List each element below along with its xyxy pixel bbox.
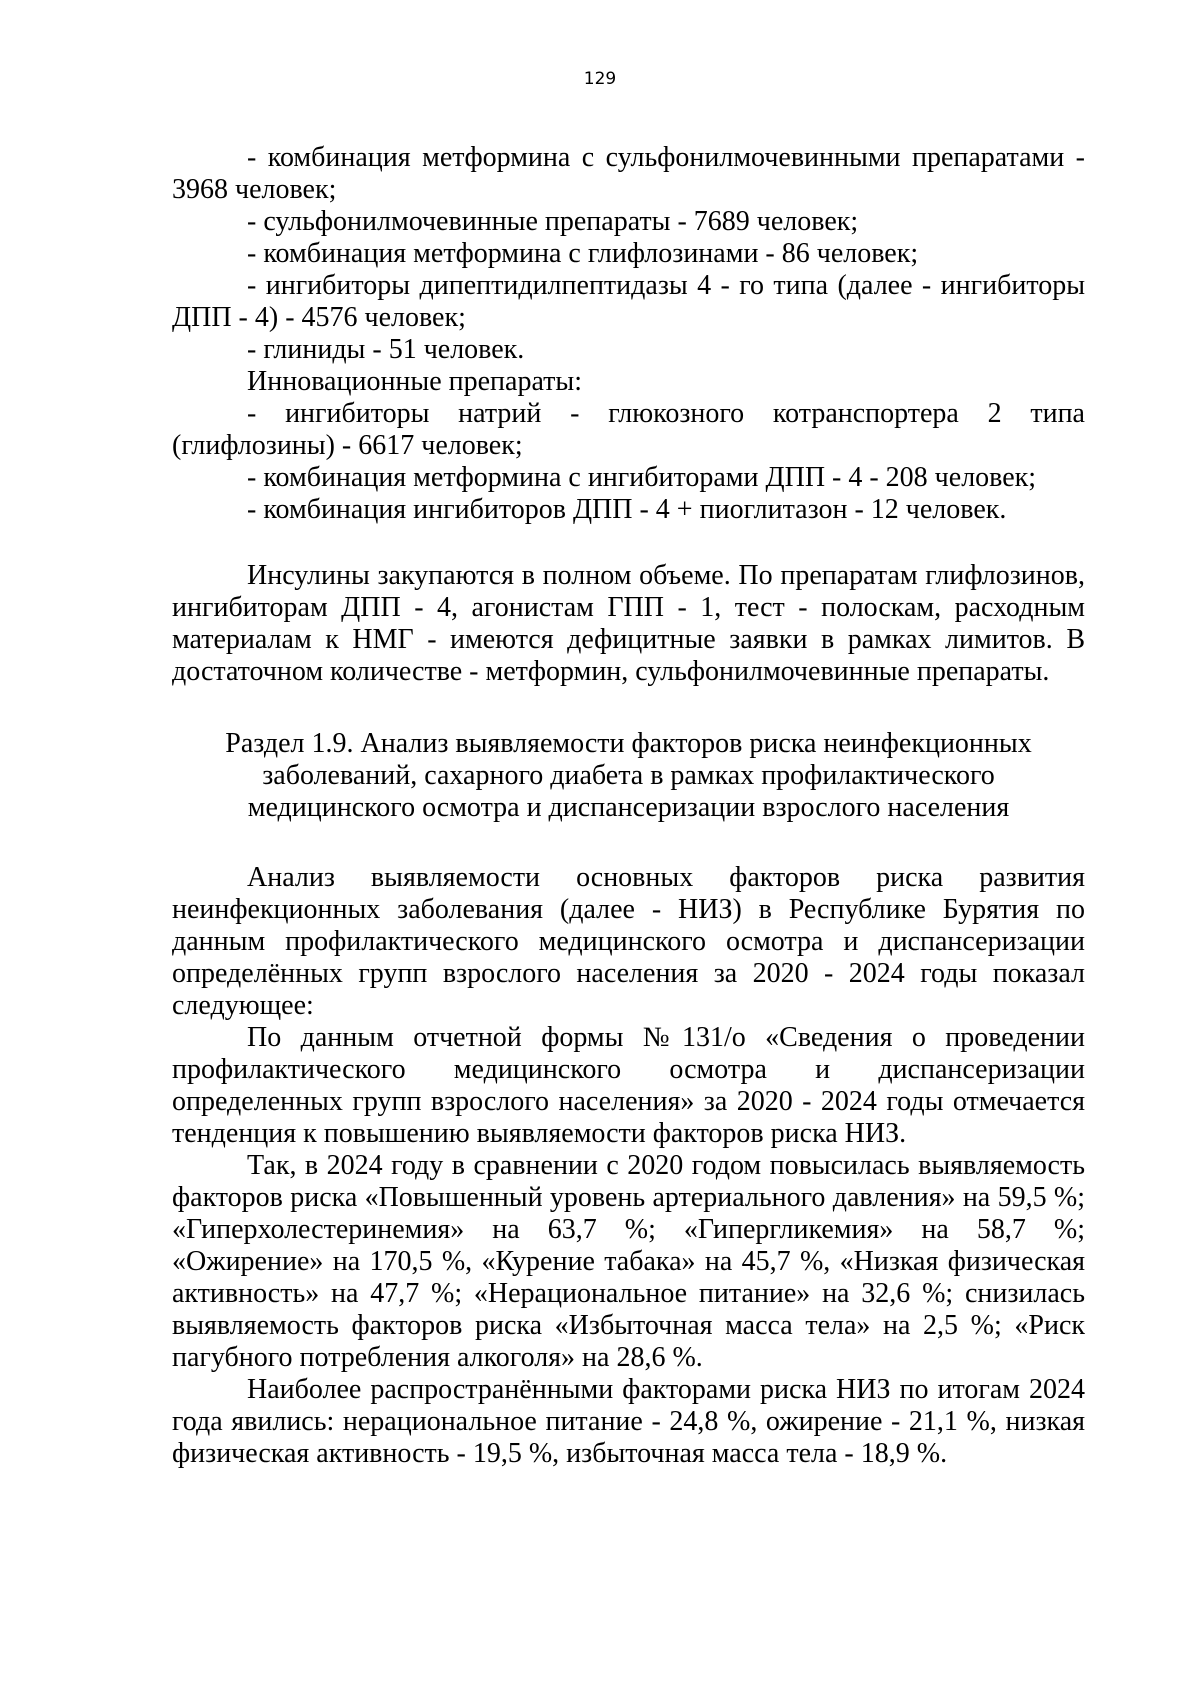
section-heading (172, 728, 1085, 824)
list-item: - ингибиторы дипептидилпептидазы 4 - го типа (далее - ингибиторы ДПП - 4) - 4576 человек; (172, 270, 1085, 333)
list-item: - комбинация ингибиторов ДПП - 4 + пиоглитазон - 12 человек. (247, 494, 1007, 525)
body-paragraph: Так, в 2024 году в сравнении с 2020 годом повысилась выявляемость факторов риска «Повышенный уровень артериального давления» на 59,5 %; «Гиперхолестеринемия» на 63,7 %; «Гипергликемия» на 58,7 %; «Ожирение» на 170,5 %, «Курение табака» на 45,7 %, «Низкая физическая активность» на 47,7 %; «Нерациональное питание» на 32,6 %; снизилась выявляемость факторов риска «Избыточная масса тела» на 2,5 %; «Риск пагубного потребления алкоголя» на 28,6 %. (172, 1150, 1085, 1373)
list-item: - комбинация метформина с глифлозинами - 86 человек; (247, 238, 919, 269)
list-item: - комбинация метформина с сульфонилмочевинными препаратами - 3968 человек; (172, 142, 1085, 205)
innovative-heading: Инновационные препараты: (247, 366, 583, 397)
page-content (172, 142, 1085, 1470)
body-paragraph: Наиболее распространёнными факторами риска НИЗ по итогам 2024 года явились: нерациональное питание - 24,8 %, ожирение - 21,1 %, низкая физическая активность - 19,5 %, избыточная масса тела - 18,9 %. (172, 1374, 1085, 1469)
insulin-paragraph: Инсулины закупаются в полном объеме. По препаратам глифлозинов, ингибиторам ДПП - 4, агонистам ГПП - 1, тест - полоскам, расходным материалам к НМГ - имеются дефицитные заявки в рамках лимитов. В достаточном количестве - метформин, сульфонилмочевинные препараты. (172, 560, 1085, 687)
section-heading-line: медицинского осмотра и диспансеризации взрослого населения (247, 792, 1010, 823)
page-number: 129 (583, 69, 617, 89)
section-heading-line: Раздел 1.9. Анализ выявляемости факторов риска неинфекционных (225, 728, 1032, 759)
body-paragraph: По данным отчетной формы №131/о «Сведения о проведении профилактического медицинского осмотра и диспансеризации определенных групп взрослого населения» за 2020 - 2024 годы отмечается тенденция к повышению выявляемости факторов риска НИЗ. (172, 1022, 1085, 1149)
list-item: - глиниды - 51 человек. (247, 334, 525, 365)
section-heading-line: заболеваний, сахарного диабета в рамках профилактического (262, 760, 995, 791)
list-item: - ингибиторы натрий - глюкозного котранспортера 2 типа (глифлозины) - 6617 человек; (172, 398, 1085, 461)
list-item: - сульфонилмочевинные препараты - 7689 человек; (247, 206, 859, 237)
body-paragraph: Анализ выявляемости основных факторов риска развития неинфекционных заболевания (далее - НИЗ) в Республике Бурятия по данным профилактического медицинского осмотра и диспансеризации определённых групп взрослого населения за 2020 - 2024 годы показал следующее: (172, 862, 1085, 1021)
list-item: - комбинация метформина с ингибиторами ДПП - 4 - 208 человек; (247, 462, 1037, 493)
